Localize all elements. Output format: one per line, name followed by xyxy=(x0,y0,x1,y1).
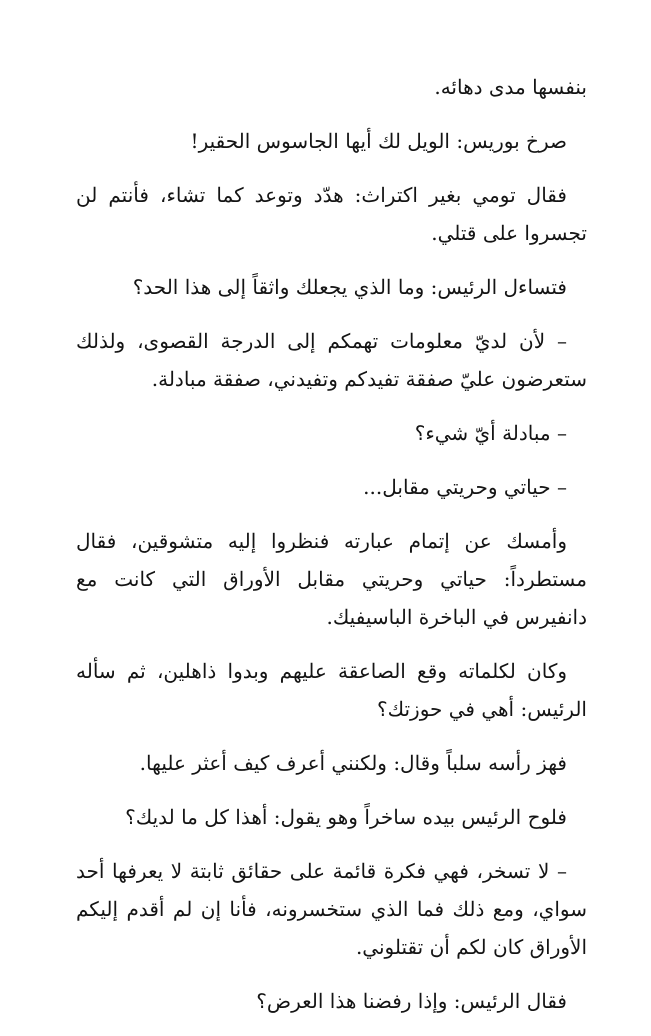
paragraph: فقال تومي بغير اكتراث: هدّد وتوعد كما تشاء، فأنتم لن تجسروا على قتلي. xyxy=(76,183,587,245)
paragraph: – لأن لديّ معلومات تهمكم إلى الدرجة القصوى، ولذلك ستعرضون عليّ صفقة تفيدكم وتفيدني، صفقة مبادلة. xyxy=(76,329,587,391)
paragraph: فهز رأسه سلباً وقال: ولكنني أعرف كيف أعثر عليها. xyxy=(139,751,567,775)
paragraph: – مبادلة أيّ شيء؟ xyxy=(414,421,567,445)
paragraph: – لا تسخر، فهي فكرة قائمة على حقائق ثابتة لا يعرفها أحد سواي، ومع ذلك فما الذي ستخسرونه، فأنا إن لم أقدم إليكم الأوراق كان لكم أن تقتلوني. xyxy=(76,859,587,959)
paragraph: – حياتي وحريتي مقابل... xyxy=(363,475,567,499)
paragraph: فقال الرئيس: وإذا رفضنا هذا العرض؟ xyxy=(256,989,567,1013)
paragraph-continuation: بنفسها مدى دهائه. xyxy=(434,75,587,99)
paragraph: صرخ بوريس: الويل لك أيها الجاسوس الحقير! xyxy=(190,129,567,153)
paragraph: فلوح الرئيس بيده ساخراً وهو يقول: أهذا كل ما لديك؟ xyxy=(125,805,567,829)
page-text xyxy=(76,68,587,1036)
paragraph: فتساءل الرئيس: وما الذي يجعلك واثقاً إلى هذا الحد؟ xyxy=(132,275,567,299)
paragraph: وكان لكلماته وقع الصاعقة عليهم وبدوا ذاهلين، ثم سأله الرئيس: أهي في حوزتك؟ xyxy=(76,659,587,721)
paragraph: وأمسك عن إتمام عبارته فنظروا إليه متشوقين، فقال مستطرداً: حياتي وحريتي مقابل الأوراق التي كانت مع دانفيرس في الباخرة الباسيفيك. xyxy=(76,529,587,629)
